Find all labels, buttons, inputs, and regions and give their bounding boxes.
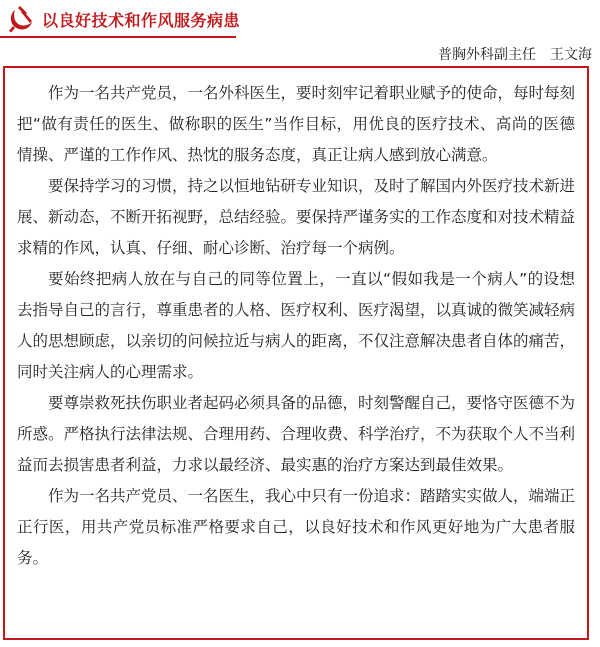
- article-paragraph: 作为一名共产党员、一名医生，我心中只有一份追求：踏踏实实做人，端端正正行医，用共产党员标准严格要求自己，以良好技术和作风更好地为广大患者服务。: [17, 487, 576, 567]
- article-body: [3, 66, 589, 640]
- title-underline: [0, 36, 236, 38]
- article-paragraph: 要始终把病人放在与自己的同等位置上，一直以“假如我是一个病人”的设想去指导自己的言行，尊重患者的人格、医疗权利、医疗渴望，以真诚的微笑减轻病人的思想顾虑，以亲切的问候拉近与病人的距离，不仅注意解决患者自体的痛苦，同时关注病人的心理需求。: [17, 270, 576, 381]
- article-paragraph: 作为一名共产党员，一名外科医生，要时刻牢记着职业赋予的使命，每时每刻把“做有责任的医生、做称职的医生”当作目标，用优良的医疗技术、高尚的医德情操、严谨的工作作风、热忱的服务态度，真正让病人感到放心满意。: [17, 84, 576, 164]
- byline: [438, 44, 592, 64]
- article-paragraph: 要保持学习的习惯，持之以恒地钻研专业知识，及时了解国内外医疗技术新进展、新动态，不断开拓视野，总结经验。要保持严谨务实的工作态度和对技术精益求精的作风，认真、仔细、耐心诊断、治疗每一个病例。: [17, 177, 576, 257]
- article-header: [0, 0, 600, 40]
- author-name: 王文海: [550, 47, 592, 63]
- article-paragraph: 要尊崇救死扶伤职业者起码必须具备的品德，时刻警醒自己，要恪守医德不为所惑。严格执行法律法规、合理用药、合理收费、科学治疗，不为获取个人不当利益而去损害患者利益，力求以最经济、最实惠的治疗方案达到最佳效果。: [17, 394, 576, 474]
- party-emblem-icon: [6, 4, 36, 34]
- author-role: 普胸外科副主任: [438, 47, 536, 63]
- article-title: 以良好技术和作风服务病患: [42, 11, 241, 30]
